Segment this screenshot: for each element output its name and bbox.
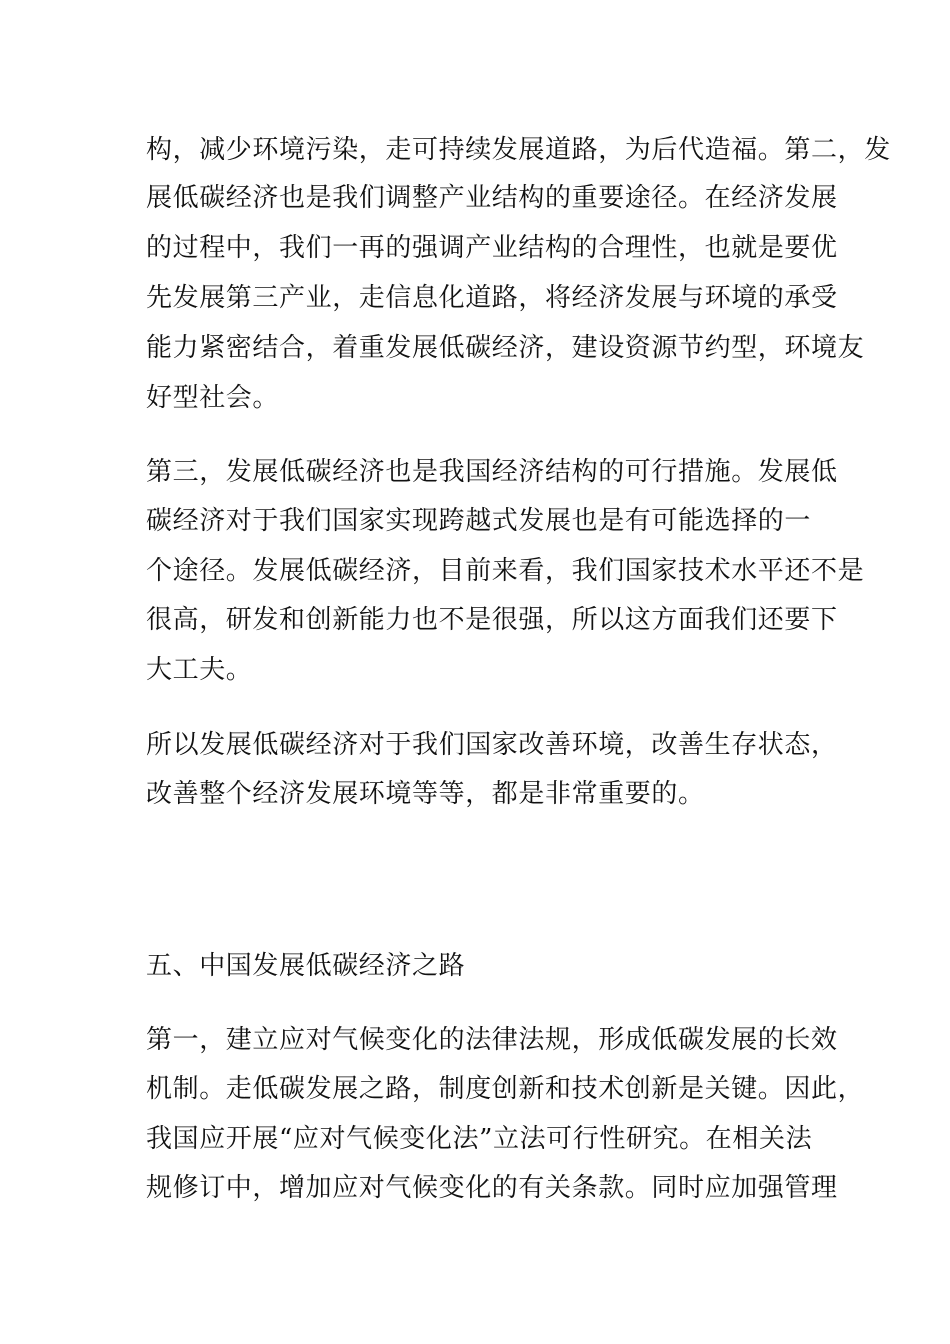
paragraph-line: 第三，发展低碳经济也是我国经济结构的可行措施。发展低: [146, 457, 838, 487]
paragraph-line: 大工夫。: [146, 655, 253, 685]
paragraph-line: 改善整个经济发展环境等等，都是非常重要的。: [146, 779, 705, 809]
paragraph-line: 展低碳经济也是我们调整产业结构的重要途径。在经济发展: [146, 183, 838, 213]
section-heading: 五、中国发展低碳经济之路: [146, 951, 466, 981]
paragraph-line: 所以发展低碳经济对于我们国家改善环境，改善生存状态，: [146, 730, 838, 760]
paragraph-line: 好型社会。: [146, 383, 280, 413]
paragraph-line: 第一，建立应对气候变化的法律法规，形成低碳发展的长效: [146, 1025, 838, 1055]
paragraph-line: 先发展第三产业，走信息化道路，将经济发展与环境的承受: [146, 283, 838, 313]
paragraph-line: 能力紧密结合，着重发展低碳经济，建设资源节约型，环境友: [146, 333, 865, 363]
paragraph-line: 很高，研发和创新能力也不是很强，所以这方面我们还要下: [146, 605, 838, 635]
paragraph-line: 碳经济对于我们国家实现跨越式发展也是有可能选择的一: [146, 506, 812, 536]
paragraph-line: 的过程中，我们一再的强调产业结构的合理性，也就是要优: [146, 233, 838, 263]
paragraph-line: 个途径。发展低碳经济，目前来看，我们国家技术水平还不是: [146, 556, 865, 586]
paragraph-line: 规修订中，增加应对气候变化的有关条款。同时应加强管理: [146, 1173, 838, 1203]
paragraph-line: 构，减少环境污染，走可持续发展道路，为后代造福。第二，发: [146, 135, 891, 165]
paragraph-line: 机制。走低碳发展之路，制度创新和技术创新是关键。因此，: [146, 1074, 865, 1104]
paragraph-line: 我国应开展“应对气候变化法”立法可行性研究。在相关法: [146, 1124, 813, 1154]
